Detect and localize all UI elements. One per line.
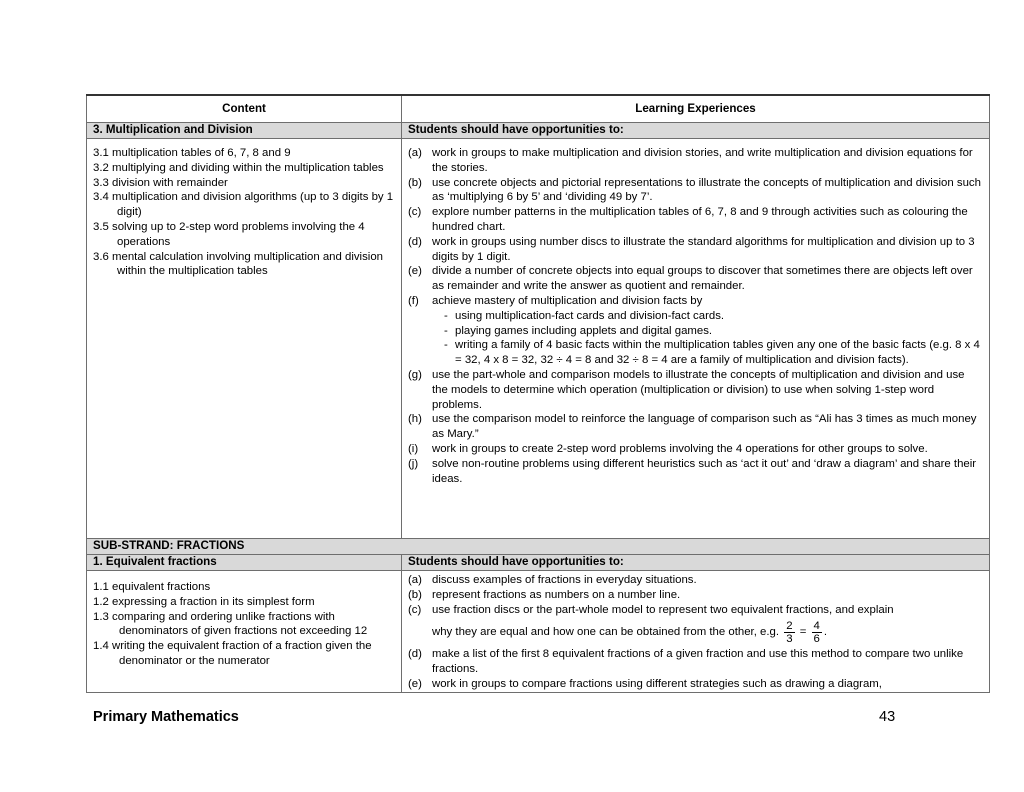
experience-item	[408, 603, 983, 618]
experience-text: achieve mastery of multiplication and division facts by	[432, 294, 703, 307]
content-item: 1.4 writing the equivalent fraction of a fraction given the denominator or the numerator	[93, 640, 372, 667]
experience-label: (a)	[408, 574, 422, 586]
fraction-2-3	[784, 620, 794, 645]
section-title: 3. Multiplication and Division	[87, 123, 402, 139]
experience-item	[408, 235, 983, 265]
content-item: 3.2 multiplying and dividing within the multiplication tables	[93, 161, 384, 174]
content-item: 1.1 equivalent fractions	[93, 581, 211, 593]
experience-item	[408, 677, 983, 692]
dash-bullet: -	[444, 324, 448, 337]
experience-item	[408, 588, 983, 603]
subitem-text: playing games including applets and digital games.	[455, 324, 713, 337]
dash-bullet: -	[444, 339, 448, 352]
experience-subitem	[408, 309, 983, 324]
experience-label: (e)	[408, 265, 422, 278]
experiences-list	[402, 139, 990, 539]
experience-subitem	[408, 338, 983, 368]
experience-subitem	[408, 324, 983, 339]
fraction-4-6	[812, 620, 822, 645]
equals-sign: =	[799, 626, 807, 639]
experience-label: (b)	[408, 588, 422, 601]
experience-text: use the comparison model to reinforce the language of comparison such as “Ali has 3 times as much money as Mary.”	[432, 413, 977, 441]
content-item: 3.5 solving up to 2-step word problems involving the 4 operations	[93, 220, 365, 248]
experience-text: explore number patterns in the multiplication tables of 6, 7, 8 and 9 through activities such as colouring the hundred chart.	[432, 206, 968, 233]
experience-text: work in groups using number discs to illustrate the standard algorithms for multiplication and division up to 3 digits by 1 digit.	[432, 235, 975, 263]
experience-item	[408, 264, 983, 294]
experience-item	[408, 294, 983, 309]
experience-text: solve non-routine problems using different heuristics such as ‘act it out’ and ‘draw a diagram’ and share their ideas.	[432, 457, 977, 485]
content-item: 3.4 multiplication and division algorithms (up to 3 digits by 1 digit)	[93, 191, 394, 219]
denominator: 6	[813, 632, 820, 645]
experience-text: work in groups to create 2-step word problems involving the 4 operations for other groups to solve.	[432, 442, 928, 455]
substrand-title: SUB-STRAND: FRACTIONS	[87, 539, 990, 555]
numerator: 4	[813, 619, 820, 632]
content-item: 1.2 expressing a fraction in its simplest form	[93, 595, 315, 608]
subitem-text: writing a family of 4 basic facts within the multiplication tables given any one of the basic facts (e.g. 8 x 4 = 32, 4 x 8 = 32, 32 ÷ 4 = 8 and 32 ÷ 8 = 4 are a family of multiplication and division facts).	[455, 339, 980, 367]
continuation-text: why they are equal and how one can be obtained from the other, e.g.	[432, 626, 780, 639]
dash-bullet: -	[444, 309, 448, 322]
section-body-row	[87, 571, 990, 693]
content-item: 3.1 multiplication tables of 6, 7, 8 and 9	[93, 147, 291, 159]
experience-label: (d)	[408, 235, 422, 248]
opportunities-heading: Students should have opportunities to:	[402, 123, 990, 139]
experience-label: (e)	[408, 677, 422, 690]
section-title-row	[87, 123, 990, 139]
content-item: 3.6 mental calculation involving multiplication and division within the multiplication tables	[93, 250, 383, 278]
content-list	[87, 571, 402, 693]
experience-text: divide a number of concrete objects into equal groups to discover that sometimes there are objects left over as remainder and write the answer as quotient and remainder.	[432, 265, 973, 293]
section-title: 1. Equivalent fractions	[87, 555, 402, 571]
experience-item	[408, 412, 983, 442]
experience-label: (d)	[408, 648, 422, 661]
experience-item	[408, 647, 983, 677]
experience-item	[408, 573, 983, 588]
experience-label: (b)	[408, 176, 422, 189]
footer-title: Primary Mathematics	[93, 709, 239, 725]
experience-label: (c)	[408, 603, 422, 616]
experience-label: (c)	[408, 206, 422, 219]
table-header-row	[87, 95, 990, 123]
experience-label: (f)	[408, 294, 419, 307]
content-item: 3.3 division with remainder	[93, 176, 228, 189]
experience-item	[408, 176, 983, 206]
section-title-row	[87, 555, 990, 571]
numerator: 2	[786, 619, 793, 632]
experience-text: discuss examples of fractions in everyday situations.	[432, 574, 697, 586]
experience-text: work in groups to make multiplication and division stories, and write multiplication and division equations for the stories.	[432, 147, 973, 174]
header-content: Content	[87, 95, 402, 123]
experience-text: work in groups to compare fractions using different strategies such as drawing a diagram,	[432, 677, 882, 690]
page-number: 43	[879, 709, 896, 725]
experiences-list	[402, 571, 990, 693]
syllabus-table	[86, 94, 990, 693]
section-body-row	[87, 139, 990, 539]
experience-item	[408, 205, 983, 235]
experience-label: (j)	[408, 457, 419, 470]
experience-label: (i)	[408, 442, 419, 455]
subitem-text: using multiplication-fact cards and division-fact cards.	[455, 309, 725, 322]
experience-text: make a list of the first 8 equivalent fractions of a given fraction and use this method to compare two unlike fractions.	[432, 648, 964, 676]
denominator: 3	[786, 632, 793, 645]
header-learning-experiences: Learning Experiences	[402, 95, 990, 123]
content-list	[87, 139, 402, 539]
experience-item	[408, 442, 983, 457]
experience-label: (h)	[408, 413, 422, 426]
experience-continuation	[408, 617, 983, 647]
experience-text: represent fractions as numbers on a number line.	[432, 588, 681, 601]
content-item: 1.3 comparing and ordering unlike fractions with denominators of given fractions not exceeding 12	[93, 610, 368, 638]
experience-item	[408, 368, 983, 412]
experience-text: use fraction discs or the part-whole model to represent two equivalent fractions, and explain	[432, 603, 894, 616]
experience-label: (a)	[408, 147, 422, 159]
substrand-row	[87, 539, 990, 555]
experience-text: use the part-whole and comparison models to illustrate the concepts of multiplication and division and use the models to determine which operation (multiplication or division) to use when solving 1-step word problems.	[432, 368, 965, 411]
opportunities-heading: Students should have opportunities to:	[402, 555, 990, 571]
period: .	[823, 626, 828, 639]
experience-item	[408, 146, 983, 176]
experience-label: (g)	[408, 368, 422, 381]
experience-text: use concrete objects and pictorial representations to illustrate the concepts of multiplication and division such as ‘multiplying 6 by 5’ and ‘dividing 49 by 7’.	[432, 176, 981, 204]
experience-item	[408, 457, 983, 487]
